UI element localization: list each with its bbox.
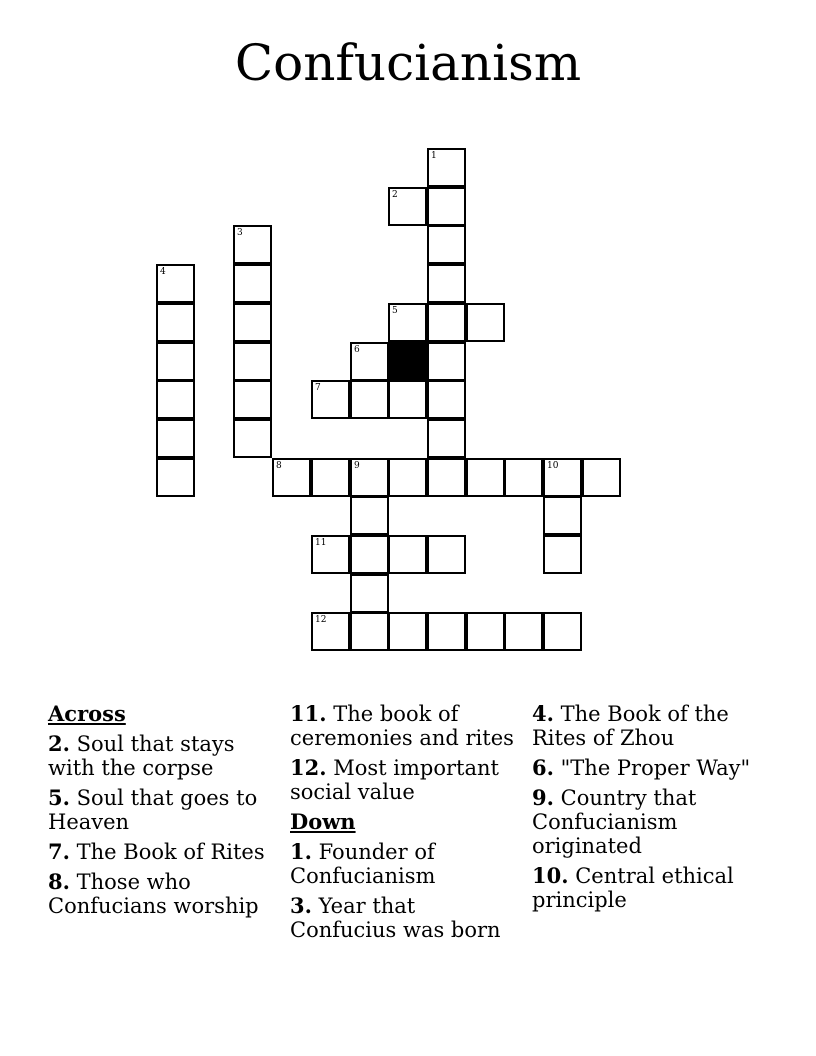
grid-cell[interactable] <box>427 148 466 187</box>
clue-text: Most important social value <box>290 756 499 804</box>
black-cell <box>388 342 427 381</box>
grid-cell[interactable] <box>388 612 427 651</box>
across-heading: Across <box>48 701 126 726</box>
clue-across-8[interactable] <box>48 870 284 918</box>
cell-number: 4 <box>160 267 166 277</box>
clue-number: 1. <box>290 839 312 864</box>
cell-number: 2 <box>392 190 398 200</box>
grid-cell[interactable] <box>582 458 621 497</box>
cell-number: 7 <box>315 383 321 393</box>
grid-cell[interactable] <box>311 380 350 419</box>
clue-number: 3. <box>290 893 312 918</box>
grid-cell[interactable] <box>543 612 582 651</box>
grid-cell[interactable] <box>427 225 466 264</box>
clue-text: Founder of Confucianism <box>290 840 436 888</box>
grid-cell[interactable] <box>350 574 389 613</box>
grid-cell[interactable] <box>233 342 272 381</box>
grid-cell[interactable] <box>233 419 272 458</box>
clue-number: 4. <box>532 701 554 726</box>
grid-cell[interactable] <box>427 342 466 381</box>
clue-text: Soul that goes to Heaven <box>48 786 258 834</box>
grid-cell[interactable] <box>427 303 466 342</box>
grid-cell[interactable] <box>388 303 427 342</box>
clue-column-2 <box>290 702 526 948</box>
clue-number: 7. <box>48 839 70 864</box>
grid-cell[interactable] <box>466 458 505 497</box>
grid-cell[interactable] <box>311 458 350 497</box>
grid-cell[interactable] <box>427 380 466 419</box>
grid-cell[interactable] <box>388 458 427 497</box>
cell-number: 10 <box>547 461 559 471</box>
grid-cell[interactable] <box>427 264 466 303</box>
clue-down-10[interactable] <box>532 864 768 912</box>
grid-cell[interactable] <box>350 612 389 651</box>
grid-cell[interactable] <box>543 458 582 497</box>
clue-text: Soul that stays with the corpse <box>48 732 235 780</box>
grid-cell[interactable] <box>427 535 466 574</box>
grid-cell[interactable] <box>311 612 350 651</box>
clue-text: The Book of Rites <box>76 840 265 864</box>
grid-cell[interactable] <box>156 419 195 458</box>
grid-cell[interactable] <box>233 380 272 419</box>
grid-cell[interactable] <box>427 458 466 497</box>
grid-cell[interactable] <box>466 612 505 651</box>
grid-cell[interactable] <box>350 535 389 574</box>
down-heading: Down <box>290 809 356 834</box>
clue-down-4[interactable] <box>532 702 768 750</box>
grid-cell[interactable] <box>388 535 427 574</box>
grid-cell[interactable] <box>388 187 427 226</box>
grid-cell[interactable] <box>233 303 272 342</box>
grid-cell[interactable] <box>427 187 466 226</box>
clue-across-12[interactable] <box>290 756 526 804</box>
grid-cell[interactable] <box>233 264 272 303</box>
clue-text: Those who Confucians worship <box>48 870 259 918</box>
grid-cell[interactable] <box>311 535 350 574</box>
grid-cell[interactable] <box>350 342 389 381</box>
grid-cell[interactable] <box>350 458 389 497</box>
cell-number: 12 <box>315 615 327 625</box>
grid-cell[interactable] <box>466 303 505 342</box>
clue-text: "The Proper Way" <box>560 756 751 780</box>
grid-cell[interactable] <box>388 380 427 419</box>
cell-number: 6 <box>354 345 360 355</box>
grid-cell[interactable] <box>156 342 195 381</box>
grid-cell[interactable] <box>156 264 195 303</box>
clue-down-6[interactable] <box>532 756 768 780</box>
clue-across-11[interactable] <box>290 702 526 750</box>
clue-number: 2. <box>48 731 70 756</box>
clue-down-1[interactable] <box>290 840 526 888</box>
cell-number: 11 <box>315 538 327 548</box>
clue-number: 12. <box>290 755 327 780</box>
clue-text: The Book of the Rites of Zhou <box>532 702 729 750</box>
clue-across-2[interactable] <box>48 732 284 780</box>
clue-number: 6. <box>532 755 554 780</box>
grid-cell[interactable] <box>350 496 389 535</box>
cell-number: 3 <box>237 228 243 238</box>
cell-number: 8 <box>276 461 282 471</box>
grid-cell[interactable] <box>350 380 389 419</box>
grid-cell[interactable] <box>427 419 466 458</box>
grid-cell[interactable] <box>156 458 195 497</box>
cell-number: 9 <box>354 461 360 471</box>
grid-cell[interactable] <box>233 225 272 264</box>
grid-cell[interactable] <box>504 458 543 497</box>
grid-cell[interactable] <box>156 380 195 419</box>
grid-cell[interactable] <box>272 458 311 497</box>
clue-text: Country that Confucianism originated <box>532 786 697 858</box>
clue-number: 10. <box>532 863 569 888</box>
clue-text: The book of ceremonies and rites <box>290 702 514 750</box>
clue-number: 11. <box>290 701 327 726</box>
clue-number: 8. <box>48 869 70 894</box>
clue-column-1 <box>48 702 284 924</box>
clue-text: Year that Confucius was born <box>290 894 501 942</box>
grid-cell[interactable] <box>156 303 195 342</box>
grid-cell[interactable] <box>543 535 582 574</box>
cell-number: 1 <box>431 151 437 161</box>
clue-number: 9. <box>532 785 554 810</box>
clue-across-5[interactable] <box>48 786 284 834</box>
grid-cell[interactable] <box>543 496 582 535</box>
clue-number: 5. <box>48 785 70 810</box>
clue-text: Central ethical principle <box>532 864 734 912</box>
grid-cell[interactable] <box>504 612 543 651</box>
clue-across-7[interactable] <box>48 840 284 864</box>
clue-down-9[interactable] <box>532 786 768 858</box>
puzzle-title: Confucianism <box>234 34 582 92</box>
clue-column-3 <box>532 702 768 918</box>
cell-number: 5 <box>392 306 398 316</box>
clue-down-3[interactable] <box>290 894 526 942</box>
grid-cell[interactable] <box>427 612 466 651</box>
